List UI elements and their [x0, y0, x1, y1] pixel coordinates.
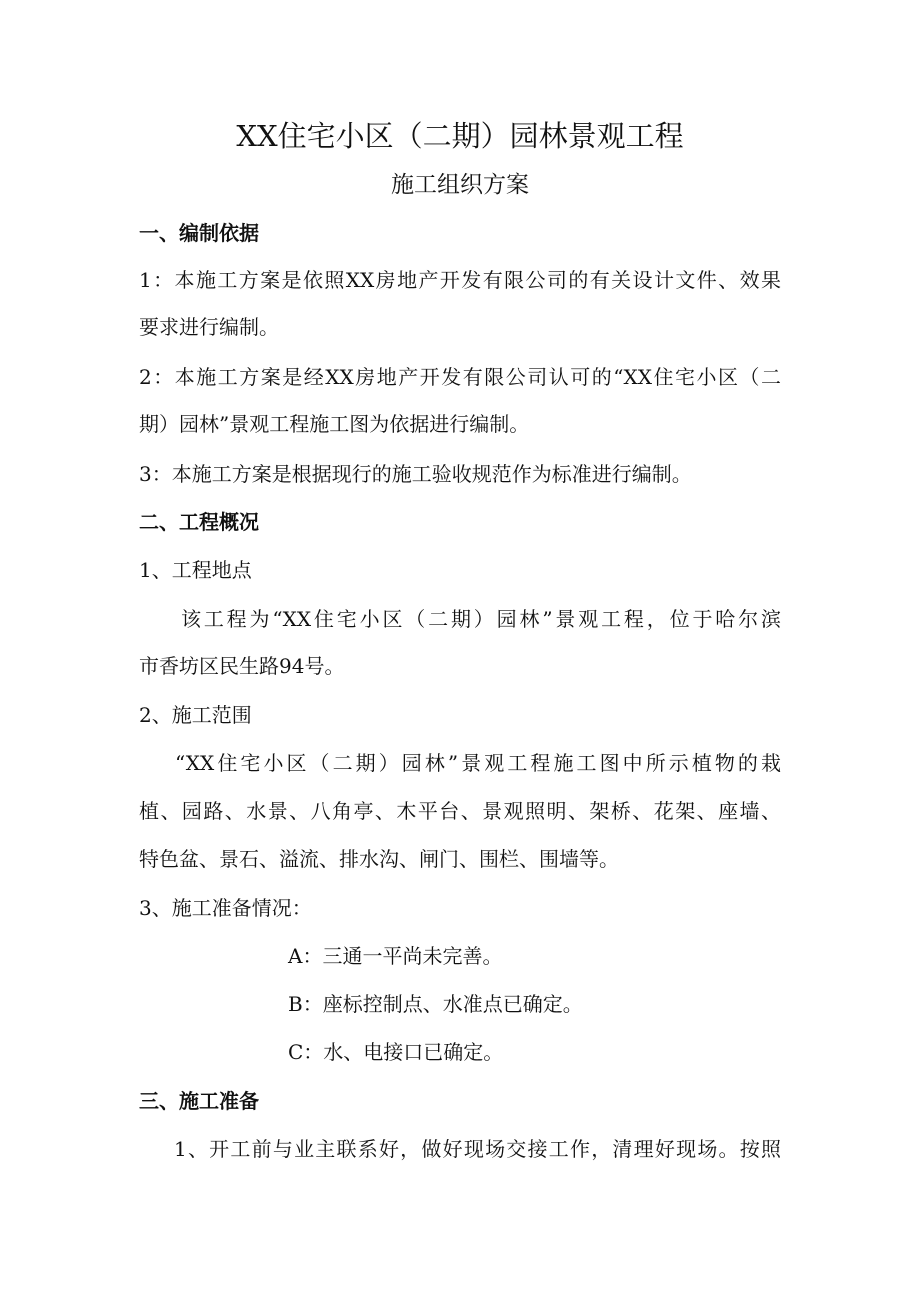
list-item: A：三通一平尚未完善。	[288, 944, 503, 968]
paragraph-line: 1：本施工方案是依照XX房地产开发有限公司的有关设计文件、效果	[139, 268, 781, 292]
paragraph-line: 要求进行编制。	[139, 315, 279, 339]
section-heading-overview: 二、工程概况	[139, 510, 259, 534]
paragraph-line: 该工程为“XX住宅小区（二期）园林”景观工程，位于哈尔滨	[181, 607, 781, 631]
item-label-location: 1、工程地点	[139, 558, 252, 582]
document-subtitle: 施工组织方案	[391, 172, 529, 198]
list-item: B：座标控制点、水准点已确定。	[288, 992, 583, 1016]
section-heading-basis: 一、编制依据	[139, 221, 259, 245]
item-label-scope: 2、施工范围	[139, 703, 252, 727]
paragraph-line: 特色盆、景石、溢流、排水沟、闸门、围栏、围墙等。	[139, 847, 619, 871]
paragraph-line: 期）园林”景观工程施工图为依据进行编制。	[139, 412, 530, 436]
paragraph-line: “XX住宅小区（二期）园林”景观工程施工图中所示植物的栽	[175, 751, 781, 775]
section-heading-preparation: 三、施工准备	[139, 1089, 259, 1113]
paragraph-line: 3：本施工方案是根据现行的施工验收规范作为标准进行编制。	[139, 462, 692, 486]
paragraph-line: 1、开工前与业主联系好，做好现场交接工作，清理好现场。按照	[174, 1137, 781, 1161]
list-item: C：水、电接口已确定。	[288, 1040, 504, 1064]
item-label-preparation-status: 3、施工准备情况：	[139, 896, 312, 920]
document-title: XX住宅小区（二期）园林景观工程	[236, 119, 684, 153]
paragraph-line: 2：本施工方案是经XX房地产开发有限公司认可的“XX住宅小区（二	[139, 365, 781, 389]
paragraph-line: 市香坊区民生路94号。	[139, 654, 345, 678]
paragraph-line: 植、园路、水景、八角亭、木平台、景观照明、架桥、花架、座墙、	[139, 799, 781, 823]
